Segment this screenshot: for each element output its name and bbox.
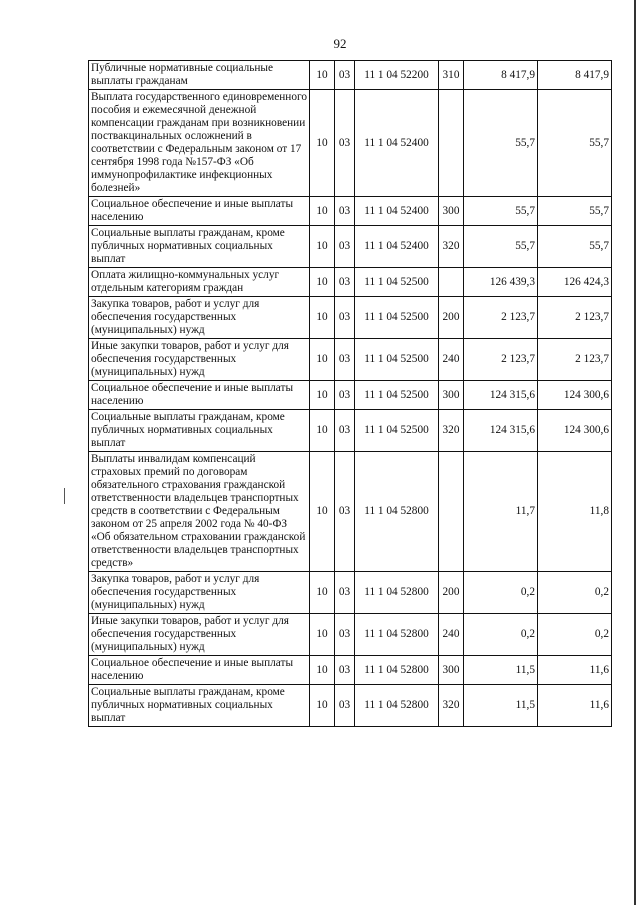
subsection-code-cell: 03 — [335, 410, 355, 452]
target-article-cell: 11 1 04 52500 — [355, 381, 439, 410]
expense-name-cell: Закупка товаров, работ и услуг для обеспечения государственных (муниципальных) нужд — [89, 297, 310, 339]
section-code-cell: 10 — [310, 226, 335, 268]
amount-year1-cell: 2 123,7 — [464, 339, 538, 381]
amount-year1-cell: 11,7 — [464, 452, 538, 572]
section-code-cell: 10 — [310, 90, 335, 197]
expense-name-cell: Социальное обеспечение и иные выплаты населению — [89, 197, 310, 226]
target-article-cell: 11 1 04 52500 — [355, 339, 439, 381]
amount-year1-cell: 55,7 — [464, 197, 538, 226]
subsection-code-cell: 03 — [335, 381, 355, 410]
expense-type-cell — [439, 452, 464, 572]
amount-year2-cell: 55,7 — [538, 226, 612, 268]
section-code-cell: 10 — [310, 452, 335, 572]
subsection-code-cell: 03 — [335, 197, 355, 226]
section-code-cell: 10 — [310, 61, 335, 90]
subsection-code-cell: 03 — [335, 90, 355, 197]
amount-year2-cell: 11,8 — [538, 452, 612, 572]
table-row — [89, 61, 612, 90]
table-row — [89, 614, 612, 656]
subsection-code-cell: 03 — [335, 268, 355, 297]
expense-type-cell: 300 — [439, 197, 464, 226]
section-code-cell: 10 — [310, 339, 335, 381]
table-row — [89, 90, 612, 197]
target-article-cell: 11 1 04 52400 — [355, 197, 439, 226]
table-row — [89, 197, 612, 226]
amount-year2-cell: 8 417,9 — [538, 61, 612, 90]
expense-type-cell: 320 — [439, 410, 464, 452]
amount-year2-cell: 0,2 — [538, 572, 612, 614]
section-code-cell: 10 — [310, 410, 335, 452]
table-row — [89, 572, 612, 614]
amount-year2-cell: 124 300,6 — [538, 410, 612, 452]
table-row — [89, 297, 612, 339]
table-row — [89, 381, 612, 410]
expense-type-cell: 320 — [439, 685, 464, 727]
expense-name-cell: Иные закупки товаров, работ и услуг для обеспечения государственных (муниципальных) нужд — [89, 339, 310, 381]
subsection-code-cell: 03 — [335, 614, 355, 656]
expense-type-cell: 240 — [439, 339, 464, 381]
target-article-cell: 11 1 04 52500 — [355, 297, 439, 339]
table-row — [89, 656, 612, 685]
target-article-cell: 11 1 04 52400 — [355, 226, 439, 268]
section-code-cell: 10 — [310, 197, 335, 226]
expense-name-cell: Социальное обеспечение и иные выплаты населению — [89, 381, 310, 410]
subsection-code-cell: 03 — [335, 226, 355, 268]
amount-year1-cell: 55,7 — [464, 90, 538, 197]
subsection-code-cell: 03 — [335, 572, 355, 614]
amount-year1-cell: 0,2 — [464, 572, 538, 614]
target-article-cell: 11 1 04 52800 — [355, 614, 439, 656]
amount-year1-cell: 126 439,3 — [464, 268, 538, 297]
amount-year2-cell: 0,2 — [538, 614, 612, 656]
subsection-code-cell: 03 — [335, 452, 355, 572]
expense-name-cell: Выплата государственного единовременного пособия и ежемесячной денежной компенсации гражданам при возникновении поствакцинальных осложнений в соответствии с Федеральным законом от 17 сентября 1998 года №157-ФЗ «Об иммунопрофилактике инфекционных болезней» — [89, 90, 310, 197]
amount-year2-cell: 55,7 — [538, 90, 612, 197]
table-row — [89, 339, 612, 381]
target-article-cell: 11 1 04 52500 — [355, 268, 439, 297]
section-code-cell: 10 — [310, 685, 335, 727]
expense-type-cell: 300 — [439, 381, 464, 410]
expense-name-cell: Социальные выплаты гражданам, кроме публичных нормативных социальных выплат — [89, 226, 310, 268]
target-article-cell: 11 1 04 52800 — [355, 452, 439, 572]
expense-type-cell — [439, 268, 464, 297]
expense-type-cell: 320 — [439, 226, 464, 268]
amount-year1-cell: 124 315,6 — [464, 410, 538, 452]
scan-edge-line — [634, 0, 636, 905]
amount-year1-cell: 55,7 — [464, 226, 538, 268]
expense-type-cell: 200 — [439, 572, 464, 614]
amount-year2-cell: 124 300,6 — [538, 381, 612, 410]
amount-year2-cell: 55,7 — [538, 197, 612, 226]
table-row — [89, 410, 612, 452]
amount-year1-cell: 8 417,9 — [464, 61, 538, 90]
subsection-code-cell: 03 — [335, 339, 355, 381]
amount-year2-cell: 2 123,7 — [538, 297, 612, 339]
budget-table-body — [89, 61, 612, 727]
expense-name-cell: Оплата жилищно-коммунальных услуг отдельным категориям граждан — [89, 268, 310, 297]
target-article-cell: 11 1 04 52400 — [355, 90, 439, 197]
expense-type-cell: 200 — [439, 297, 464, 339]
subsection-code-cell: 03 — [335, 61, 355, 90]
target-article-cell: 11 1 04 52200 — [355, 61, 439, 90]
scan-margin-mark — [64, 488, 65, 504]
expense-type-cell: 310 — [439, 61, 464, 90]
table-row — [89, 268, 612, 297]
expense-name-cell: Социальное обеспечение и иные выплаты населению — [89, 656, 310, 685]
expense-type-cell: 300 — [439, 656, 464, 685]
target-article-cell: 11 1 04 52800 — [355, 685, 439, 727]
amount-year1-cell: 0,2 — [464, 614, 538, 656]
subsection-code-cell: 03 — [335, 297, 355, 339]
amount-year2-cell: 11,6 — [538, 685, 612, 727]
amount-year2-cell: 2 123,7 — [538, 339, 612, 381]
section-code-cell: 10 — [310, 572, 335, 614]
amount-year2-cell: 126 424,3 — [538, 268, 612, 297]
expense-name-cell: Выплаты инвалидам компенсаций страховых премий по договорам обязательного страхования гражданской ответственности владельцев транспортных средств в соответствии с Федеральным законом от 25 апреля 2002 года № 40-ФЗ «Об обязательном страховании гражданской ответственности владельцев транспортных средств» — [89, 452, 310, 572]
expense-name-cell: Социальные выплаты гражданам, кроме публичных нормативных социальных выплат — [89, 410, 310, 452]
section-code-cell: 10 — [310, 614, 335, 656]
table-row — [89, 226, 612, 268]
amount-year1-cell: 11,5 — [464, 656, 538, 685]
table-row — [89, 452, 612, 572]
amount-year1-cell: 2 123,7 — [464, 297, 538, 339]
expense-name-cell: Иные закупки товаров, работ и услуг для обеспечения государственных (муниципальных) нужд — [89, 614, 310, 656]
section-code-cell: 10 — [310, 297, 335, 339]
section-code-cell: 10 — [310, 656, 335, 685]
subsection-code-cell: 03 — [335, 685, 355, 727]
section-code-cell: 10 — [310, 268, 335, 297]
amount-year1-cell: 11,5 — [464, 685, 538, 727]
target-article-cell: 11 1 04 52800 — [355, 656, 439, 685]
table-row — [89, 685, 612, 727]
amount-year2-cell: 11,6 — [538, 656, 612, 685]
page-number: 92 — [333, 36, 347, 51]
section-code-cell: 10 — [310, 381, 335, 410]
target-article-cell: 11 1 04 52500 — [355, 410, 439, 452]
expense-name-cell: Закупка товаров, работ и услуг для обеспечения государственных (муниципальных) нужд — [89, 572, 310, 614]
expense-name-cell: Социальные выплаты гражданам, кроме публичных нормативных социальных выплат — [89, 685, 310, 727]
expense-type-cell: 240 — [439, 614, 464, 656]
expense-name-cell: Публичные нормативные социальные выплаты гражданам — [89, 61, 310, 90]
budget-table — [88, 60, 612, 727]
subsection-code-cell: 03 — [335, 656, 355, 685]
expense-type-cell — [439, 90, 464, 197]
target-article-cell: 11 1 04 52800 — [355, 572, 439, 614]
amount-year1-cell: 124 315,6 — [464, 381, 538, 410]
